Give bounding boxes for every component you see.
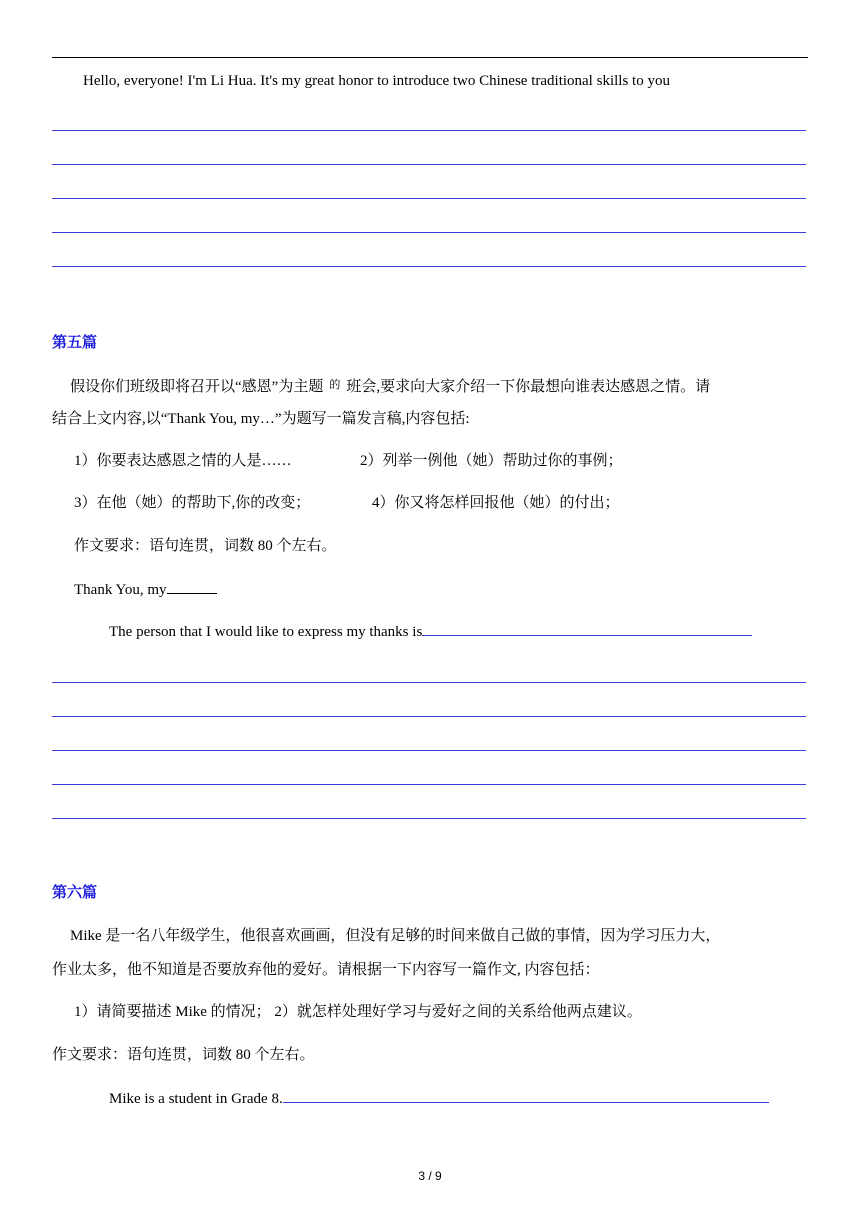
top-rule	[52, 57, 808, 58]
opening-blank[interactable]	[283, 1088, 769, 1103]
section-5-point-1: 1）你要表达感恩之情的人是……	[74, 453, 292, 469]
writing-line[interactable]	[52, 784, 806, 785]
writing-line[interactable]	[52, 750, 806, 751]
writing-line[interactable]	[52, 266, 806, 267]
writing-line[interactable]	[52, 130, 806, 131]
writing-line[interactable]	[52, 716, 806, 717]
section-6-requirement: 作文要求：语句连贯，词数 80 个左右。	[52, 1047, 315, 1063]
prompt-text: 班会,要求向大家介绍一下你最想向谁表达感恩之情。请	[346, 379, 711, 395]
opening-sentence: The person that I would like to express my thanks is	[109, 624, 423, 640]
opening-blank[interactable]	[422, 621, 752, 636]
writing-line[interactable]	[52, 198, 806, 199]
section-6-prompt-line-2: 作业太多，他不知道是否要放弃他的爱好。请根据一下内容写一篇作文, 内容包括：	[52, 962, 600, 978]
prompt-text: 的	[329, 379, 341, 391]
section-6-heading: 第六篇	[52, 885, 98, 901]
section-5-prompt-line-1	[70, 375, 710, 397]
writing-line[interactable]	[52, 232, 806, 233]
section-5-requirement: 作文要求：语句连贯，词数 80 个左右。	[74, 538, 337, 554]
essay-title: Thank You, my	[74, 582, 167, 598]
writing-line[interactable]	[52, 818, 806, 819]
section-5-point-4: 4）你又将怎样回报他（她）的付出；	[372, 495, 620, 511]
section-6-points: 1）请简要描述 Mike 的情况； 2）就怎样处理好学习与爱好之间的关系给他两点建议。	[74, 1004, 642, 1020]
section-5-point-2: 2）列举一例他（她）帮助过你的事例；	[360, 453, 623, 469]
section-6-prompt-line-1: Mike 是一名八年级学生，他很喜欢画画，但没有足够的时间来做自己做的事情，因为学习压力大，	[70, 928, 721, 944]
section-6-opening	[109, 1088, 769, 1109]
intro-line: Hello, everyone! I'm Li Hua. It's my great honor to introduce two Chinese traditional skills to you	[83, 73, 670, 89]
section-5-prompt-line-2: 结合上文内容,以“Thank You, my…”为题写一篇发言稿,内容包括:	[52, 411, 470, 427]
title-blank[interactable]	[167, 579, 217, 594]
opening-sentence: Mike is a student in Grade 8.	[109, 1091, 283, 1107]
section-5-opening	[109, 621, 752, 642]
section-5-heading: 第五篇	[52, 335, 98, 351]
prompt-text: 假设你们班级即将召开以“感恩”为主题	[70, 379, 324, 395]
section-5-title	[74, 579, 217, 600]
page-number: 3 / 9	[418, 1169, 442, 1183]
writing-line[interactable]	[52, 164, 806, 165]
writing-line[interactable]	[52, 682, 806, 683]
section-5-point-3: 3）在他（她）的帮助下,你的改变；	[74, 495, 311, 511]
